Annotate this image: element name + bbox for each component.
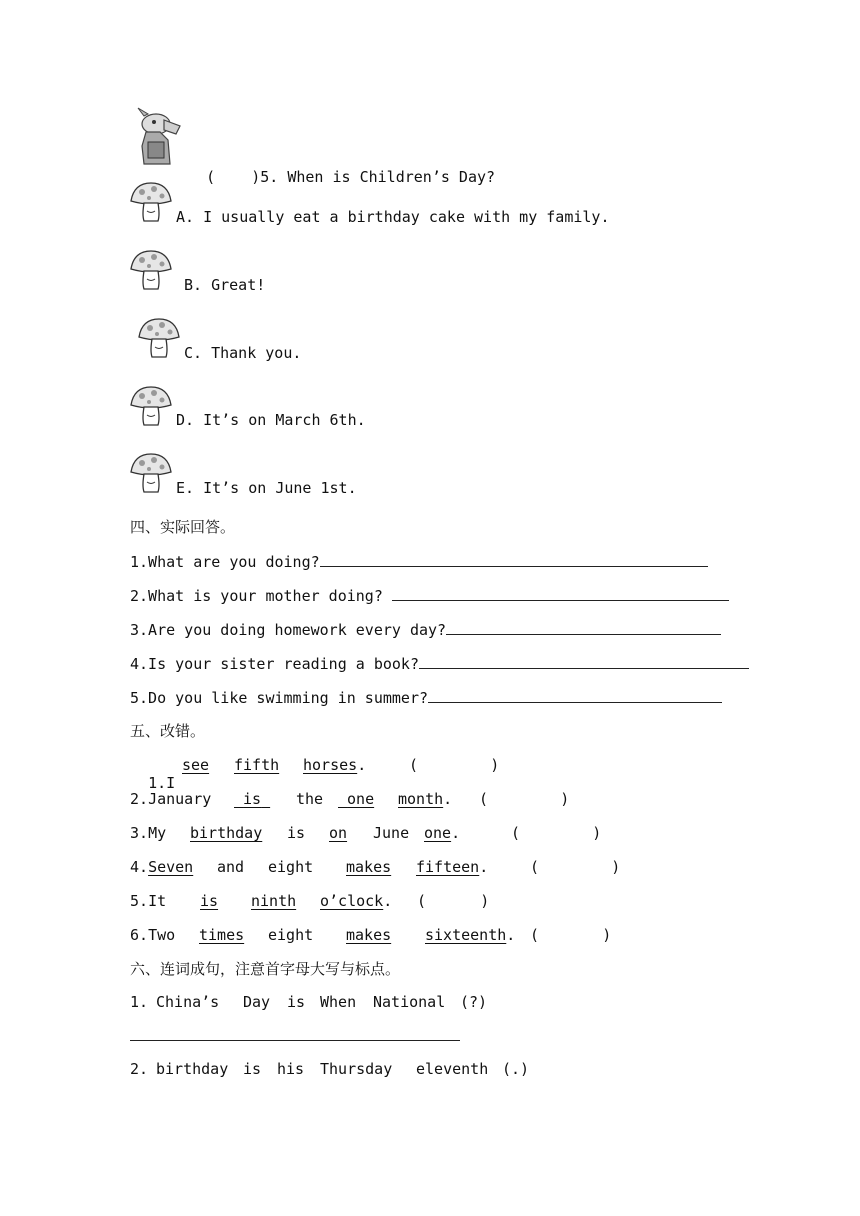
word: June (373, 824, 410, 842)
underlined-word: fifteen (416, 858, 480, 876)
item-number: 6. (130, 926, 149, 944)
underlined-word: ninth (251, 892, 297, 910)
section-4-title: 四、实际回答。 (130, 518, 236, 536)
scramble-word: is (243, 1060, 262, 1078)
goat-character-icon (130, 106, 182, 166)
section-5-title: 五、改错。 (130, 722, 206, 740)
item-number: 5. (130, 892, 149, 910)
correction-paren[interactable]: ( ) (409, 756, 500, 774)
scramble-punct: (.) (502, 1060, 530, 1078)
answer-blank[interactable] (392, 586, 729, 601)
scramble-word: National (373, 993, 446, 1011)
option-label: B. (184, 276, 203, 294)
scramble-2-number: 2. (130, 1060, 149, 1078)
word: My (148, 824, 167, 842)
correction-paren[interactable]: ( ) (479, 790, 570, 808)
period: . (357, 756, 367, 774)
question-text: 5.Do you like swimming in summer? (130, 689, 429, 707)
error-line-3 (130, 824, 166, 842)
scramble-punct: (?) (460, 993, 488, 1011)
word: eight (268, 858, 314, 876)
word: eight (268, 926, 314, 944)
scramble-word: Day (243, 993, 271, 1011)
scramble-word: Thursday (320, 1060, 393, 1078)
option-text: Thank you. (211, 344, 302, 362)
word: It (148, 892, 167, 910)
item-number: 4. (130, 858, 149, 876)
word: I (166, 774, 176, 792)
answer-question-5 (130, 688, 722, 707)
underlined-word: see (182, 756, 210, 774)
word: the (296, 790, 324, 808)
underlined-word: birthday (190, 824, 263, 842)
option-text: I usually eat a birthday cake with my family. (203, 208, 610, 226)
option-label: C. (184, 344, 203, 362)
option-a (176, 208, 609, 226)
correction-paren[interactable]: ( ) (417, 892, 490, 910)
underlined-word: Seven (148, 858, 194, 876)
answer-paren[interactable]: ( ) (206, 168, 261, 186)
answer-blank[interactable] (428, 688, 722, 703)
underlined-word: on (329, 824, 348, 842)
error-line-6 (130, 926, 175, 944)
answer-question-4 (130, 654, 749, 673)
question-text: 3.Are you doing homework every day? (130, 621, 447, 639)
option-label: A. (176, 208, 195, 226)
mushroom-icon (128, 385, 174, 427)
question-5 (188, 150, 495, 186)
mushroom-icon (128, 249, 174, 291)
word: Two (148, 926, 176, 944)
mushroom-icon (128, 181, 174, 223)
question-text: 5. When is Children’s Day? (260, 168, 496, 186)
underlined-word: one (347, 790, 375, 808)
word: and (217, 858, 245, 876)
underlined-word-with-end (416, 858, 488, 876)
mushroom-icon (136, 317, 182, 359)
underlined-word: makes (346, 926, 392, 944)
underlined-word: fifth (234, 756, 280, 774)
question-text: 1.What are you doing? (130, 553, 320, 571)
section-6-title: 六、连词成句，注意首字母大写与标点。 (130, 960, 401, 978)
word: January (148, 790, 212, 808)
scramble-word: birthday (156, 1060, 229, 1078)
option-b (184, 276, 265, 294)
underlined-word: horses (303, 756, 358, 774)
correction-paren[interactable]: ( ) (530, 926, 612, 944)
underlined-word: is (243, 790, 262, 808)
correction-paren[interactable]: ( ) (530, 858, 621, 876)
period: . (506, 926, 516, 944)
answer-blank[interactable] (320, 552, 708, 567)
item-number: 2. (130, 790, 149, 808)
scramble-word: is (287, 993, 306, 1011)
option-label: D. (176, 411, 195, 429)
error-line-5 (130, 892, 166, 910)
item-number: 1. (148, 774, 167, 792)
underlined-word-with-end (424, 824, 460, 842)
scramble-1-number: 1. (130, 993, 149, 1011)
underlined-word: sixteenth (425, 926, 507, 944)
option-d (176, 411, 366, 429)
underlined-word: makes (346, 858, 392, 876)
underlined-word: is (200, 892, 219, 910)
answer-question-2 (130, 586, 729, 605)
scramble-word: When (320, 993, 357, 1011)
underlined-word-with-end (320, 892, 392, 910)
period: . (479, 858, 489, 876)
option-c (184, 344, 301, 362)
error-line-4 (130, 858, 193, 876)
question-text: 4.Is your sister reading a book? (130, 655, 419, 673)
scramble-word: eleventh (416, 1060, 489, 1078)
mushroom-icon (128, 452, 174, 494)
word: is (287, 824, 306, 842)
underlined-word-with-end (398, 790, 452, 808)
error-line-2 (130, 790, 211, 808)
period: . (383, 892, 393, 910)
answer-blank[interactable] (446, 620, 721, 635)
underlined-word: times (199, 926, 245, 944)
underlined-word: o’clock (320, 892, 384, 910)
option-label: E. (176, 479, 195, 497)
period: . (451, 824, 461, 842)
scramble-answer-line[interactable] (130, 1028, 460, 1041)
option-text: Great! (211, 276, 266, 294)
underlined-word-with-end (425, 926, 515, 944)
underlined-word: one (424, 824, 452, 842)
question-text: 2.What is your mother doing? (130, 587, 383, 605)
option-text: It’s on June 1st. (203, 479, 357, 497)
underlined-word-with-end (303, 756, 366, 774)
error-line-1 (130, 756, 175, 792)
scramble-word: China’s (156, 993, 220, 1011)
answer-question-3 (130, 620, 721, 639)
option-text: It’s on March 6th. (203, 411, 366, 429)
answer-blank[interactable] (419, 654, 749, 669)
period: . (443, 790, 453, 808)
answer-question-1 (130, 552, 708, 571)
option-e (176, 479, 357, 497)
underlined-word: month (398, 790, 444, 808)
scramble-word: his (277, 1060, 305, 1078)
correction-paren[interactable]: ( ) (511, 824, 602, 842)
item-number: 3. (130, 824, 149, 842)
